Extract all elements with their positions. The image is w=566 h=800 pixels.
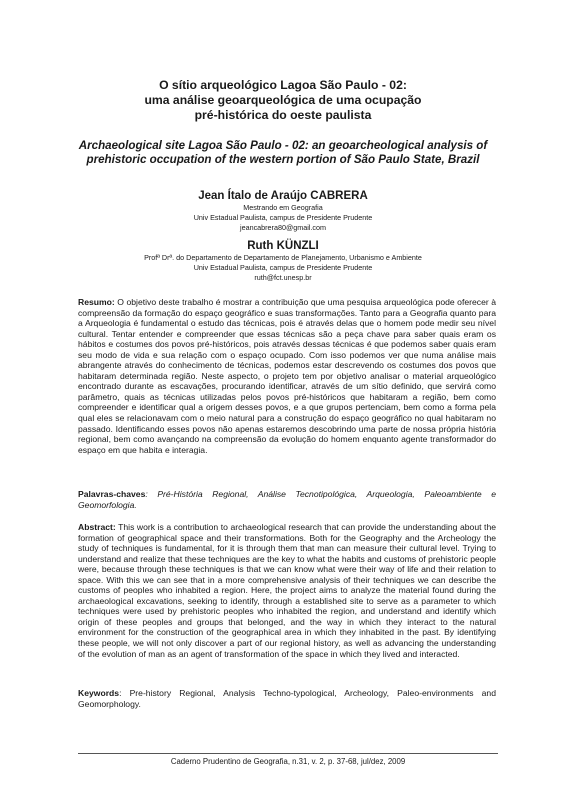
portuguese-title: [60, 78, 506, 123]
title-en-line: Archaeological site Lagoa São Paulo - 02: an geoarcheological analysis of: [78, 139, 488, 152]
author-affiliation: Univ Estadual Paulista, campus de Presidente Prudente: [193, 213, 373, 222]
title-pt-line: pré-histórica do oeste paulista: [194, 108, 372, 122]
title-en-line: prehistoric occupation of the western portion of São Paulo State, Brazil: [86, 153, 480, 166]
english-title: [60, 139, 506, 167]
keywords-paragraph: [78, 688, 496, 709]
author-affiliation: Univ Estadual Paulista, campus de Presidente Prudente: [193, 263, 373, 272]
abstract-paragraph: [78, 522, 496, 659]
resumo-text: O objetivo deste trabalho é mostrar a contribuição que uma pesquisa arqueológica pode oferecer à compreensão da formação do espaço geográfico e suas transformações. Tanto para a Geografia quanto para a Arqueologia é fundamental o estudo das técnicas, pois é através delas que o homem pode medir seu nível cultural. Tentar entender e compreender que essas técnicas são a peça chave para saber quais eram os hábitos e costumes dos povos pré-históricos, pois através dessas técnicas é que podemos saber quais eram seu modo de vida e sua relação com o espaço ocupado. Com isso podemos ver que numa análise mais abrangente através do conhecimento de técnicas, podemos estar descrevendo os costumes dos povos que habitaram determinada região. Neste aspecto, o projeto tem por objetivo analisar o material arqueológico encontrado durante as escavações, procurando identificar, através de um sítio definido, que servirá como parâmetro, quais as técnicas utilizadas pelos povos pré-históricos que habitaram a região, bem como compreender e identificar qual a origem desses povos, e a que grupos pertenciam, bem como a forma pela qual eles se relacionavam com o meio natural para a construção do espaço geográfico no qual habitaram no passado. Identificando esses povos não apenas estaremos descobrindo uma parte de nossa própria história regional, bem como avançando na compreensão da evolução do homem enquanto agente transformador do espaço em que habita e interagia.: [78, 297, 496, 455]
journal-footer: Caderno Prudentino de Geografia, n.31, v. 2, p. 37-68, jul/dez, 2009: [170, 757, 406, 766]
palavras-chaves-paragraph: [78, 489, 496, 510]
abstract-text: This work is a contribution to archaeological research that can provide the understanding about the formation of geographical space and their transformations. Both for the Geography and the Archeology the study of techniques is fundamental, for it is through them that man can measure their cultural level. Trying to understand and realize that these techniques are the key to what the habits and customs of prehistoric people were, because through these techniques is that we can know what were their way of life and their relation to space. With this we can see that in a more comprehensive analysis of their techniques we can describe the customs of peoples who inhabited a region. Here, the project aims to analyze the material found during the archaeological excavations, seeking to identify, through a established site to serve as a parameter to which techniques were used by prehistoric peoples who inhabited the region, and understand and identify which origin of these peoples and groups that belonged, and the way in which they interact to the natural environment for the construction of the geographical area in which they inhabited in the past. By identifying these people, we will not only discover a part of our regional history, as well as advancing the understanding of the evolution of man as an agent of transformation of the space in which they lived and interacted.: [78, 522, 496, 659]
author-block-1: [60, 189, 506, 233]
keywords-label: Keywords: [78, 688, 120, 698]
title-pt-line: O sítio arqueológico Lagoa São Paulo - 02:: [159, 78, 407, 92]
resumo-label: Resumo:: [78, 297, 115, 307]
abstract-label: Abstract:: [78, 522, 116, 532]
footer-divider: [78, 753, 498, 754]
author-position: Mestrando em Geografia: [243, 203, 323, 212]
keywords-text: : Pre-history Regional, Analysis Techno-typological, Archeology, Paleo-environments and Geomorphology.: [78, 688, 496, 709]
author-name: Jean Ítalo de Araújo CABRERA: [198, 190, 368, 202]
author-position: Profª Drª. do Departamento de Departamento de Planejamento, Urbanismo e Ambiente: [144, 253, 422, 262]
author-name: Ruth KÜNZLI: [247, 240, 319, 252]
title-pt-line: uma análise geoarqueológica de uma ocupação: [144, 93, 422, 107]
palavras-chaves-text: : Pré-História Regional, Análise Tecnotipológica, Arqueologia, Paleoambiente e Geomorfologia.: [78, 489, 496, 510]
resumo-paragraph: [78, 297, 496, 455]
author-block-2: [60, 239, 506, 283]
palavras-chaves-label: Palavras-chaves: [78, 489, 146, 499]
author-email: ruth@fct.unesp.br: [254, 273, 312, 282]
author-email: jeancabrera80@gmail.com: [239, 223, 326, 232]
